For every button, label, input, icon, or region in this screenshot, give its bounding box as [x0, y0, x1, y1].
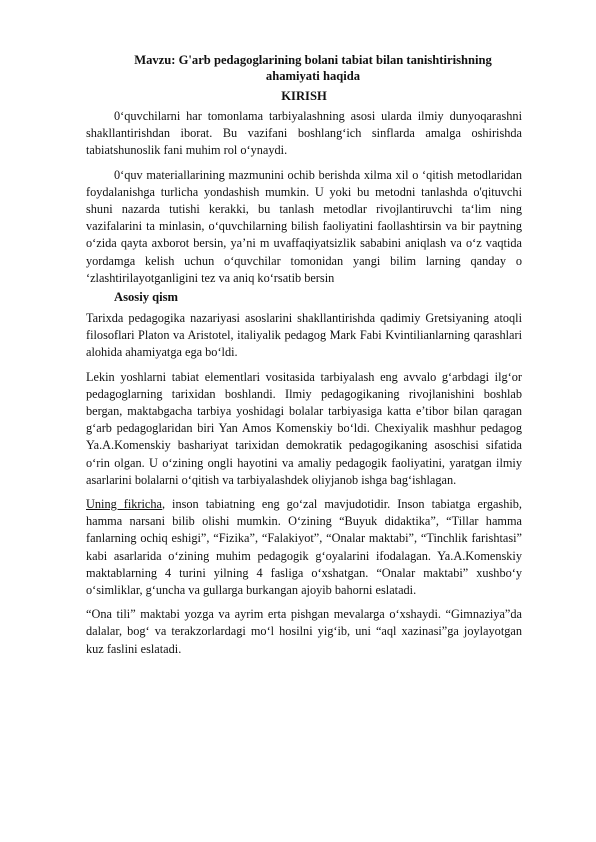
paragraph-4: Lekin yoshlarni tabiat elementlari vositasida tarbiyalash eng avvalo g‘arbdagi ilg‘or pedagoglarning tarixidan boshlandi. Ilmiy pedagogikaning rivojlanishini boshlab bergan, maktabgacha tarbiya yoshidagi bolalar tarbiyasiga katta e’tibor bilan qaragan g‘arb pedagoglaridan biri Yan Amos Komenskiy bo‘ldi. Chexiyalik mashhur pedagog Ya.A.Komenskiy bashariyat tarixidan demokratik pedagogikaning asoschisi sifatida o‘rin olgan. U o‘zining ongli hayotini va amaliy pedagogik faoliyatini, yaratgan ilmiy asarlarini bolalarni o‘qitish va tarbiyalashdek oliyjanob ishga bag‘ishlagan.	[86, 369, 522, 487]
paragraph-1: 0‘quvchilarni har tomonlama tarbiyalashning asosi ularda ilmiy dunyoqarashni shakllantirishdan iborat. Bu vazifani boshlang‘ich sinflarda amalga oshirishda tabiatshunoslik fani muhim rol o‘ynaydi.	[86, 109, 522, 158]
section-heading-kirish: KIRISH	[281, 89, 327, 103]
paragraph-2: 0‘quv materiallarining mazmunini ochib berishda xilma xil o ‘qitish metodlaridan foydalanishga turlicha yondashish mumkin. U yoki bu metodni tanlashda o'qituvchi shuni nazarda tutishi kerakki, bu tanlash metodlar rivojlantiruvchi ta‘lim ning vazifalarini ta minlasin, o‘quvchilarning bilish faoliyatini faollashtirsin va bir paytning o‘zida qayta axborot bersin, ya’ni m uvaffaqiyatsizlik sababini aniqlash va o‘z vaqtida yordamga kelish uchun o‘quvchilar tomonidan yangi bilim larning qanday o ‘zlashtirilayotganligini tez va aniq ko‘rsatib bersin	[86, 167, 522, 285]
underlined-phrase: Uning fikricha	[86, 497, 162, 512]
paragraph-5-text: , inson tabiatning eng go‘zal mavjudotidir. Inson tabiatga ergashib, hamma narsani bilib olishi mumkin. O‘zining “Buyuk didaktika”, “Tillar hamma fanlarning ochiq eshigi”, “Fizika”, “Falakiyot”, “Onalar maktabi”, “Tinchlik farishtasi” kabi asarlarida o‘zining muhim pedagogik g‘oyalarini ifodalagan. Ya.A.Komenskiy maktablarning 4 turini yilning 4 fasliga o‘xshatgan. “Onalar maktabi” xushbo‘y o‘simliklar, g‘uncha va gullarga burkangan ajoyib bahorni eslatadi.	[86, 497, 522, 598]
document-title-line1: Mavzu: G'arb pedagoglarining bolani tabiat bilan tanishtirishning	[134, 53, 492, 67]
paragraph-3: Tarixda pedagogika nazariyasi asoslarini shakllantirishda qadimiy Gretsiyaning atoqli filosoflari Platon va Aristotel, italiyalik pedagog Mark Fabi Kvintilianlarning qarashlari alohida ahamiyatga ega bo‘ldi.	[86, 311, 522, 360]
section-heading-asosiy: Asosiy qism	[114, 290, 179, 305]
paragraph-5	[86, 496, 522, 599]
paragraph-6: “Ona tili” maktabi yozga va ayrim erta pishgan mevalarga o‘xshaydi. “Gimnaziya”da dalalar, bog‘ va terakzorlardagi mo‘l hosilni yig‘ib, uni “aql xazinasi”ga joylayotgan kuz faslini eslatadi.	[86, 607, 522, 656]
document-title-line2: ahamiyati haqida	[265, 69, 361, 83]
